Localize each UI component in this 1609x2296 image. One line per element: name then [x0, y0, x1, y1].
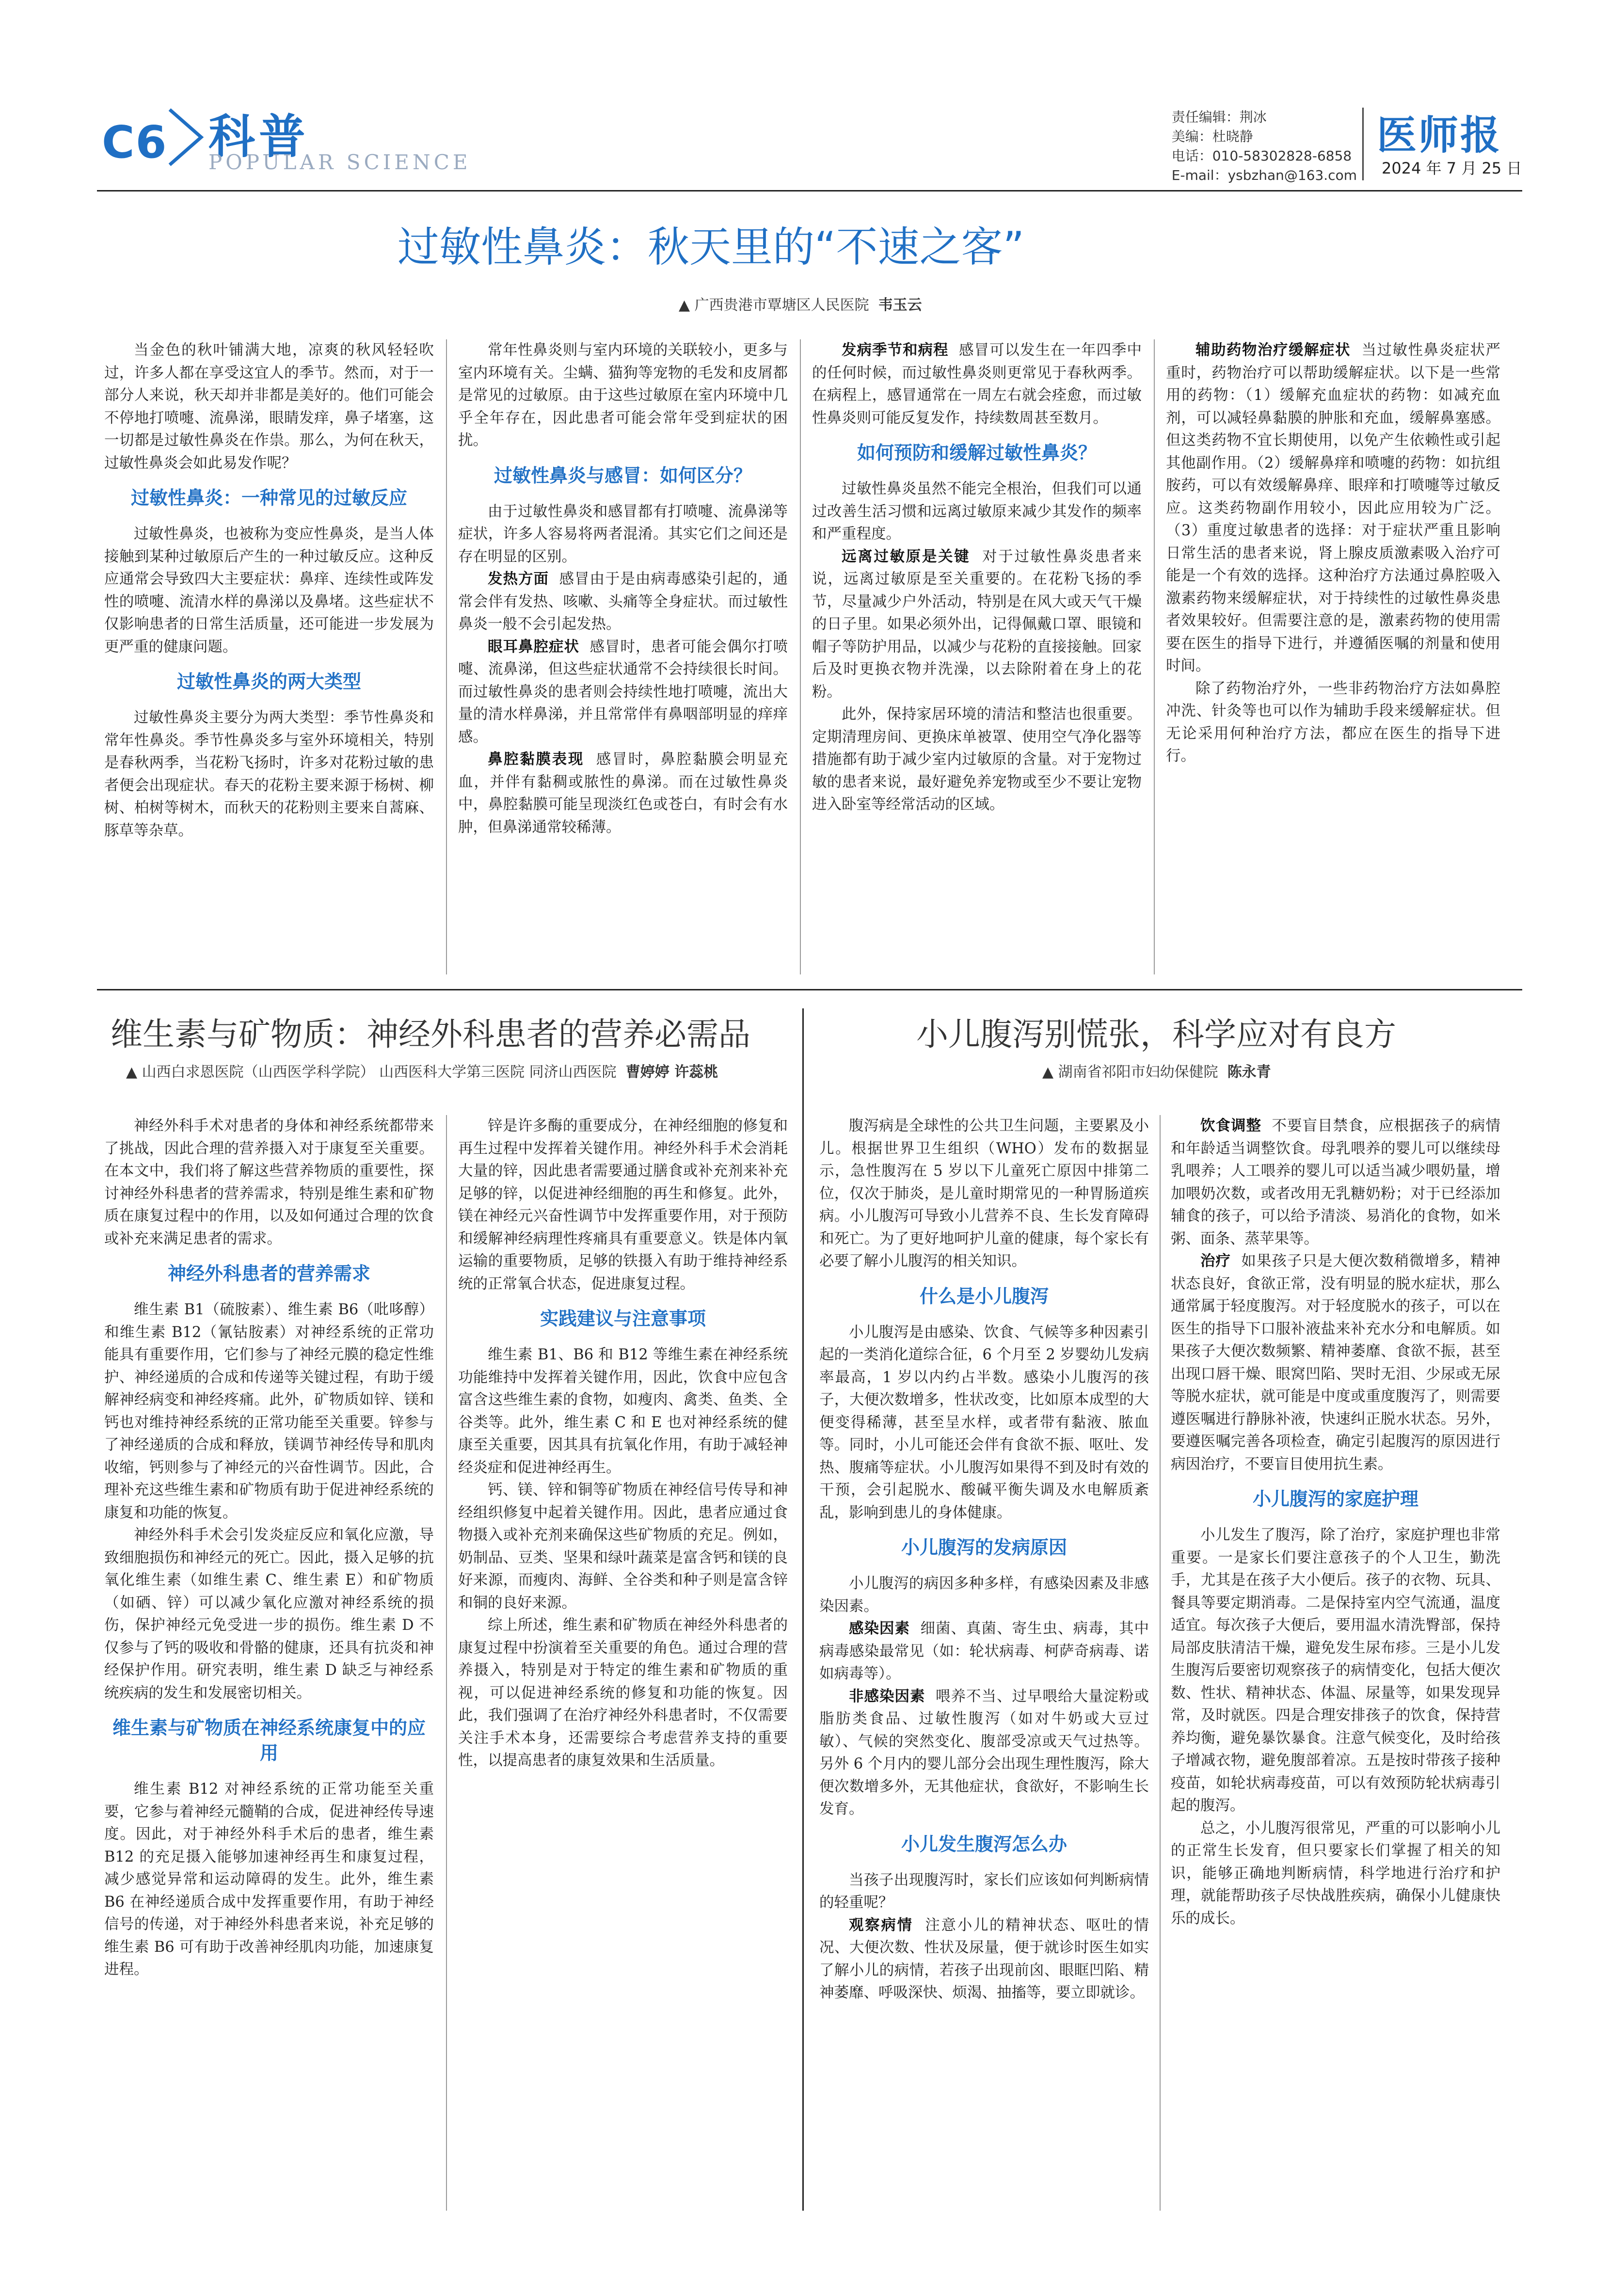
article-1-column-1 — [104, 339, 434, 842]
keyword: 发病季节和病程 — [842, 342, 949, 359]
subheading: 过敏性鼻炎的两大类型 — [176, 671, 361, 692]
column-divider — [1160, 1115, 1161, 2211]
paragraph-text: 不要盲目禁食，应根据孩子的病情和年龄适当调整饮食。母乳喂养的婴儿可以继续母乳喂养；人工喂养的婴儿可以适当减少喂奶量，增加喂奶次数，或者改用无乳糖奶粉；对于已经添加辅食的孩子，可以给予清淡、易消化的食物，如米粥、面条、蒸苹果等。 — [1171, 1117, 1501, 1247]
keyword: 感染因素 — [849, 1620, 910, 1637]
paragraph: 小儿腹泻是由感染、饮食、气候等多种因素引起的一类消化道综合征，6 个月至 2 岁婴幼儿发病率最高，1 岁以内约占半数。感染小儿腹泻的孩子，大便次数增多，性状改变，比如原本成型的大便变得稀薄，甚至呈水样，或者带有黏液、脓血等。同时，小儿可能还会伴有食欲不振、呕吐、发热、腹痛等症状。小儿腹泻如果得不到及时有效的干预，会引起脱水、酸碱平衡失调及水电解质紊乱，影响到患儿的身体健康。 — [819, 1323, 1149, 1521]
article-1-byline — [679, 293, 922, 314]
article-1-column-4 — [1166, 339, 1500, 768]
paragraph: 当金色的秋叶铺满大地，凉爽的秋风轻轻吹过，许多人都在享受这宜人的季节。然而，对于一部分人来说，秋天却并非都是美好的。他们可能会不停地打喷嚏、流鼻涕，眼睛发痒，鼻子堵塞，这一切都是过敏性鼻炎在作祟。那么，为何在秋天，过敏性鼻炎会如此易发作呢？ — [104, 342, 434, 472]
paragraph: 维生素 B1、B6 和 B12 等维生素在神经系统功能维持中发挥着关键作用，因此，饮食中应包含富含这些维生素的食物，如瘦肉、禽类、鱼类、全谷类等。此外，维生素 C 和 E 也对神经系统的健康至关重要，因其具有抗氧化作用，有助于减轻神经炎症和促进神经再生。 — [458, 1346, 788, 1476]
paragraph: 维生素 B1（硫胺素）、维生素 B6（吡哆醇）和维生素 B12（氰钴胺素）对神经系统的正常功能具有重要作用，它们参与了神经元膜的稳定性维护、神经递质的合成和传递等关键过程，有助于缓解神经病变和神经疼痛。此外，矿物质如锌、镁和钙也对维持神经系统的正常功能至关重要。锌参与了神经递质的合成和释放，镁调节神经传导和肌肉收缩，钙则参与了神经元的兴奋性调节。因此，合理补充这些维生素和矿物质有助于促进神经系统的康复和功能的恢复。 — [104, 1301, 434, 1521]
column-divider — [800, 339, 801, 974]
paragraph-text: 感冒时，患者可能会偶尔打喷嚏、流鼻涕，但这些症状通常不会持续很长时间。而过敏性鼻炎的患者则会持续性地打喷嚏，流出大量的清水样鼻涕，并且常常伴有鼻咽部明显的痒痒感。 — [458, 638, 788, 746]
keyword: 鼻腔黏膜表现 — [488, 751, 584, 768]
subheading: 如何预防和缓解过敏性鼻炎？ — [857, 442, 1097, 463]
keyword: 治疗 — [1200, 1253, 1231, 1270]
subheading: 什么是小儿腹泻 — [919, 1285, 1049, 1307]
subheading: 小儿腹泻的发病原因 — [901, 1537, 1067, 1558]
paragraph-text: 如果孩子只是大便次数稍微增多，精神状态良好，食欲正常，没有明显的脱水症状，那么通常属于轻度腹泻。对于轻度脱水的孩子，可以在医生的指导下口服补液盐来补充水分和电解质。如果孩子大便次数频繁、精神萎靡、食欲不振，甚至出现口唇干燥、眼窝凹陷、哭时无泪、少尿或无尿等脱水症状，就可能是中度或重度腹泻了，则需要遵医嘱进行静脉补液，快速纠正脱水状态。另外，要遵医嘱完善各项检查，确定引起腹泻的原因进行病因治疗，不要盲目使用抗生素。 — [1171, 1253, 1501, 1473]
byline-author: 曹婷婷 许蕊桃 — [625, 1064, 718, 1081]
byline-author: 陈永青 — [1227, 1064, 1271, 1081]
editor-info — [1172, 108, 1357, 185]
section-rule — [97, 989, 1522, 990]
keyword: 发热方面 — [488, 571, 549, 588]
subheading: 维生素与矿物质在神经系统康复中的应用 — [112, 1717, 426, 1764]
subheading: 实践建议与注意事项 — [540, 1308, 706, 1329]
byline-org: ▲ 山西白求恩医院（山西医学科学院） 山西医科大学第三医院 同济山西医院 — [126, 1064, 617, 1081]
paragraph: 神经外科手术会引发炎症反应和氧化应激，导致细胞损伤和神经元的死亡。因此，摄入足够的抗氧化维生素（如维生素 C、维生素 E）和矿物质（如硒、锌）可以减少氧化应激对神经系统的损伤，保护神经元免受进一步的损伤。维生素 D 不仅参与了钙的吸收和骨骼的健康，还具有抗炎和神经保护作用。研究表明，维生素 D 缺乏与神经系统疾病的发生和发展密切相关。 — [104, 1527, 434, 1702]
paragraph: 除了药物治疗外，一些非药物治疗方法如鼻腔冲洗、针灸等也可以作为辅助手段来缓解症状。但无论采用何种治疗方法，都应在医生的指导下进行。 — [1166, 680, 1500, 765]
byline-author: 韦玉云 — [878, 297, 922, 314]
article-1-column-2 — [458, 339, 788, 839]
phone: 电话：010-58302828-6858 — [1171, 148, 1352, 164]
newspaper-logo: 医师报 — [1377, 112, 1502, 159]
paragraph: 此外，保持家居环境的清洁和整洁也很重要。定期清理房间、更换床单被罩、使用空气净化器等措施都有助于减少室内过敏原的含量。对于宠物过敏的患者来说，最好避免养宠物或至少不要让宠物进入卧室等经常活动的区域。 — [812, 706, 1142, 813]
article-1-column-3 — [812, 339, 1142, 816]
column-divider — [446, 339, 447, 974]
paragraph-text: 注意小儿的精神状态、呕吐的情况、大便次数、性状及尿量，便于就诊时医生如实了解小儿的病情，若孩子出现前囟、眼眶凹陷、精神萎靡、呼吸深快、烦渴、抽搐等，要立即就诊。 — [819, 1916, 1149, 2001]
section-title: 科普 — [208, 110, 309, 164]
designer: 美编：杜晓静 — [1171, 128, 1253, 144]
paragraph: 维生素 B12 对神经系统的正常功能至关重要，它参与着神经元髓鞘的合成，促进神经传导速度。因此，对于神经外科手术后的患者，维生素 B12 的充足摄入能够加速神经再生和康复过程，减少感觉异常和运动障碍的发生。此外，维生素 B6 在神经递质合成中发挥重要作用，有助于神经信号的传递，对于神经外科患者来说，补充足够的维生素 B6 可有助于改善神经肌肉功能，加速康复进程。 — [104, 1781, 434, 1978]
paragraph: 由于过敏性鼻炎和感冒都有打喷嚏、流鼻涕等症状，许多人容易将两者混淆。其实它们之间还是存在明显的区别。 — [458, 503, 788, 565]
paragraph: 当孩子出现腹泻时，家长们应该如何判断病情的轻重呢？ — [819, 1871, 1149, 1911]
article-2-byline — [126, 1060, 718, 1081]
article-2-column-1 — [104, 1115, 434, 1981]
paragraph-text: 对于过敏性鼻炎患者来说，远离过敏原是至关重要的。在花粉飞扬的季节，尽量减少户外活动，特别是在风大或天气干燥的日子里。如果必须外出，记得佩戴口罩、眼镜和帽子等防护用品，以减少与花粉的直接接触。回家后及时更换衣物并洗澡，以去除附着在身上的花粉。 — [812, 548, 1142, 701]
article-divider — [802, 1008, 804, 2211]
paragraph: 过敏性鼻炎，也被称为变应性鼻炎，是当人体接触到某种过敏原后产生的一种过敏反应。这种反应通常会导致四大主要症状：鼻痒、连续性或阵发性的喷嚏、流清水样的鼻涕以及鼻堵。这些症状不仅影响患者的日常生活质量，还可能进一步发展为更严重的健康问题。 — [104, 526, 434, 655]
article-2-column-2 — [458, 1115, 788, 1772]
keyword: 眼耳鼻腔症状 — [488, 638, 580, 655]
column-divider — [1154, 339, 1155, 974]
byline-org: ▲ 广西贵港市覃塘区人民医院 — [679, 297, 869, 314]
header-divider — [1362, 108, 1364, 180]
paragraph: 过敏性鼻炎主要分为两大类型：季节性鼻炎和常年性鼻炎。季节性鼻炎多与室外环境相关，特别是春秋两季，当花粉飞扬时，许多对花粉过敏的患者便会出现症状。春天的花粉主要来源于杨树、柳树、柏树等树木，而秋天的花粉则主要来自蒿麻、豚草等杂草。 — [104, 709, 434, 839]
paragraph-text: 细菌、真菌、寄生虫、病毒，其中病毒感染最常见（如：轮状病毒、柯萨奇病毒、诺如病毒等）。 — [819, 1620, 1149, 1682]
paragraph: 总之，小儿腹泻很常见，严重的可以影响小儿的正常生长发育，但只要家长们掌握了相关的知识，能够正确地判断病情，科学地进行治疗和护理，就能帮助孩子尽快战胜疾病，确保小儿健康快乐的成长。 — [1171, 1819, 1500, 1927]
paragraph: 常年性鼻炎则与室内环境的关联较小，更多与室内环境有关。尘螨、猫狗等宠物的毛发和皮屑都是常见的过敏原。由于这些过敏原在室内环境中几乎全年存在，因此患者可能会常年受到症状的困扰。 — [458, 342, 788, 449]
article-3-byline — [1042, 1060, 1271, 1081]
paragraph: 综上所述，维生素和矿物质在神经外科患者的康复过程中扮演着至关重要的角色。通过合理的营养摄入，特别是对于特定的维生素和矿物质的重视，可以促进神经系统的修复和功能的恢复。因此，我们强调了在治疗神经外科患者时，不仅需要关注手术本身，还需要综合考虑营养支持的重要性，以提高患者的康复效果和生活质量。 — [458, 1617, 788, 1769]
chevron-right-icon — [165, 106, 208, 169]
paragraph-text: 当过敏性鼻炎症状严重时，药物治疗可以帮助缓解症状。以下是一些常用的药物：（1）缓解充血症状的药物：如减充血剂，可以减轻鼻黏膜的肿胀和充血，缓解鼻塞感。但这类药物不宜长期使用，以免产生依赖性或引起其他副作用。（2）缓解鼻痒和喷嚏的药物：如抗组胺药，可以有效缓解鼻痒、眼痒和打喷嚏等过敏反应。这类药物副作用较小，因此应用较为广泛。（3）重度过敏患者的选择：对于症状严重且影响日常生活的患者来说，肾上腺皮质激素吸入治疗可能是一个有效的选择。这种治疗方法通过鼻腔吸入激素药物来缓解症状，对于持续性的过敏性鼻炎患者效果较好。但需要注意的是，激素药物的使用需要在医生的指导下进行，并遵循医嘱的剂量和使用时间。 — [1166, 342, 1501, 674]
subheading: 神经外科患者的营养需求 — [167, 1263, 370, 1284]
column-divider — [446, 1115, 447, 2211]
paragraph: 过敏性鼻炎虽然不能完全根治，但我们可以通过改善生活习惯和远离过敏原来减少其发作的频率和严重程度。 — [812, 480, 1142, 542]
keyword: 观察病情 — [849, 1916, 913, 1934]
keyword: 饮食调整 — [1200, 1117, 1262, 1134]
header-rule — [97, 190, 1522, 191]
paragraph-text: 感冒时，鼻腔黏膜会明显充血，并伴有黏稠或脓性的鼻涕。而在过敏性鼻炎中，鼻腔黏膜可能呈现淡红色或苍白，有时会有水肿，但鼻涕通常较稀薄。 — [458, 751, 788, 836]
paragraph: 钙、镁、锌和铜等矿物质在神经信号传导和神经组织修复中起着关键作用。因此，患者应通过食物摄入或补充剂来确保这些矿物质的充足。例如，奶制品、豆类、坚果和绿叶蔬菜是富含钙和镁的良好来源，而瘦肉、海鲜、全谷类和种子则是富含锌和铜的良好来源。 — [458, 1482, 788, 1611]
paragraph: 锌是许多酶的重要成分，在神经细胞的修复和再生过程中发挥着关键作用。神经外科手术会消耗大量的锌，因此患者需要通过膳食或补充剂来补充足够的锌，以促进神经细胞的再生和修复。此外，镁在神经元兴奋性调节中发挥重要作用，对于预防和缓解神经病理性疼痛具有重要意义。铁是体内氧运输的重要物质，足够的铁摄入有助于维持神经系统的正常氧合状态，促进康复过程。 — [458, 1117, 788, 1292]
keyword: 远离过敏原是关键 — [842, 548, 971, 565]
paragraph: 小儿腹泻的病因多种多样，有感染因素及非感染因素。 — [819, 1575, 1149, 1615]
section-subtitle: POPULAR SCIENCE — [208, 150, 471, 174]
paragraph: 腹泻病是全球性的公共卫生问题，主要累及小儿。根据世界卫生组织（WHO）发布的数据显示，急性腹泻在 5 岁以下儿童死亡原因中排第二位，仅次于肺炎，是儿童时期常见的一种胃肠道疾病。小儿腹泻可导致小儿营养不良、生长发育障碍和死亡。为了更好地呵护儿童的健康，每个家长有必要了解小儿腹泻的相关知识。 — [819, 1117, 1149, 1270]
byline-org: ▲ 湖南省祁阳市妇幼保健院 — [1042, 1064, 1218, 1081]
paragraph-text: 感冒由于是由病毒感染引起的，通常会伴有发热、咳嗽、头痛等全身症状。而过敏性鼻炎一般不会引起发热。 — [458, 571, 788, 633]
editor: 责任编辑：荆冰 — [1171, 109, 1267, 125]
paragraph-text: 喂养不当、过早喂给大量淀粉或脂肪类食品、过敏性腹泻（如对牛奶或大豆过敏）、气候的突然变化、腹部受凉或天气过热等。另外 6 个月内的婴儿部分会出现生理性腹泻，除大便次数增多外，无其他症状，食欲好，不影响生长发育。 — [819, 1688, 1149, 1818]
page-number: C6 — [102, 116, 168, 168]
article-1-title: 过敏性鼻炎：秋天里的“不速之客” — [398, 223, 1025, 271]
email: E-mail：ysbzhan@163.com — [1171, 167, 1357, 183]
paragraph: 小儿发生了腹泻，除了治疗，家庭护理也非常重要。一是家长们要注意孩子的个人卫生，勤洗手，尤其是在孩子大小便后。孩子的衣物、玩具、餐具等要定期消毒。二是保持室内空气流通，温度适宜。每次孩子大便后，要用温水清洗臀部，保持局部皮肤清洁干燥，避免发生尿布疹。三是小儿发生腹泻后要密切观察孩子的病情变化，包括大便次数、性状、精神状态、体温、尿量等，如果发现异常，及时就医。四是合理安排孩子的饮食，保持营养均衡，避免暴饮暴食。注意气候变化，及时给孩子增减衣物，避免腹部着凉。五是按时带孩子接种疫苗，如轮状病毒疫苗，可以有效预防轮状病毒引起的腹泻。 — [1171, 1527, 1500, 1814]
subheading: 过敏性鼻炎：一种常见的过敏反应 — [130, 487, 407, 509]
paragraph: 神经外科手术对患者的身体和神经系统都带来了挑战，因此合理的营养摄入对于康复至关重要。在本文中，我们将了解这些营养物质的重要性，探讨神经外科患者的营养需求，特别是维生素和矿物质在康复过程中的作用，以及如何通过合理的饮食或补充来满足患者的需求。 — [104, 1117, 434, 1247]
article-3-title: 小儿腹泻别慌张，科学应对有良方 — [916, 1016, 1396, 1053]
subheading: 过敏性鼻炎与感冒：如何区分？ — [494, 464, 752, 486]
subheading: 小儿腹泻的家庭护理 — [1252, 1488, 1418, 1510]
keyword: 非感染因素 — [849, 1688, 925, 1705]
paragraph-text: 感冒可以发生在一年四季中的任何时候，而过敏性鼻炎则更常见于春秋两季。在病程上，感冒通常在一周左右就会痊愈，而过敏性鼻炎则可能反复发作，持续数周甚至数月。 — [812, 342, 1142, 427]
article-3-column-1 — [819, 1115, 1149, 2005]
article-3-column-2 — [1171, 1115, 1500, 1930]
keyword: 辅助药物治疗缓解症状 — [1195, 342, 1351, 359]
article-2-title: 维生素与矿物质：神经外科患者的营养必需品 — [111, 1016, 750, 1053]
subheading: 小儿发生腹泻怎么办 — [901, 1833, 1067, 1855]
issue-date: 2024 年 7 月 25 日 — [1382, 159, 1522, 177]
